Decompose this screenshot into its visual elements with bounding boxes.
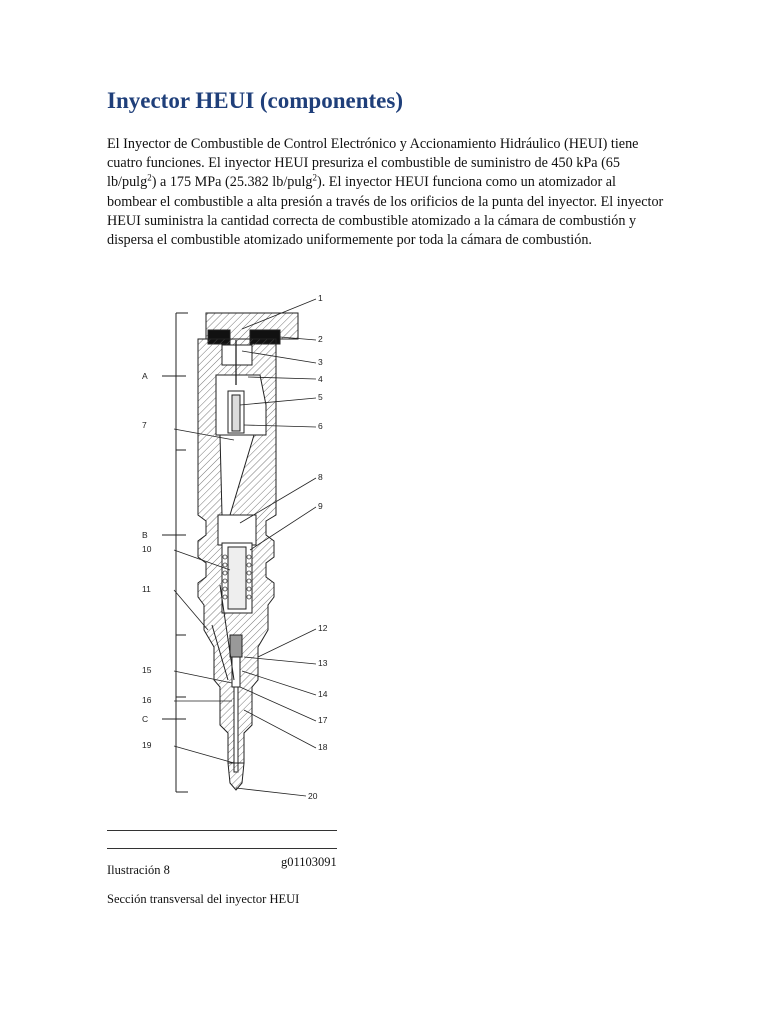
- section-label-b: B: [142, 530, 148, 540]
- callout-10: 10: [142, 544, 152, 554]
- callout-18: 18: [318, 742, 328, 752]
- section-bracket: [162, 313, 188, 792]
- callout-3: 3: [318, 357, 323, 367]
- caption-rule-top: [107, 830, 337, 831]
- callout-15: 15: [142, 665, 152, 675]
- callout-5: 5: [318, 392, 323, 402]
- paragraph-text-3: ). El inyector HEUI funciona como un atomizador al bombear el combustible a alta presión a través de los orificios de la punta del inyector. El inyector HEUI suministra la cantidad correcta de combustible atomizado a la cámara de combustión y dispersa el combustible atomizado uniformemente por toda la cámara de combustión.: [107, 174, 664, 249]
- injector-diagram: [130, 285, 350, 805]
- injector-cross-section-figure: [130, 285, 350, 810]
- figure-id: g01103091: [281, 855, 337, 869]
- callout-4: 4: [318, 374, 323, 384]
- callout-20: 20: [308, 791, 318, 801]
- superscript-2: 2: [312, 172, 317, 183]
- superscript-1: 2: [147, 172, 152, 183]
- callout-1: 1: [318, 293, 323, 303]
- caption-rule-bottom: [107, 848, 337, 849]
- callout-14: 14: [318, 689, 328, 699]
- callout-11: 11: [142, 584, 151, 594]
- illustration-label: Ilustración 8: [107, 863, 170, 877]
- body-paragraph: [107, 135, 667, 250]
- callout-19: 19: [142, 740, 152, 750]
- page-title: Inyector HEUI (componentes): [107, 88, 403, 113]
- section-label-c: C: [142, 714, 149, 724]
- callout-17: 17: [318, 715, 328, 725]
- paragraph-text-2: ) a 175 MPa (25.382 lb/pulg: [151, 174, 313, 191]
- callout-12: 12: [318, 623, 328, 633]
- injector-body: [198, 313, 298, 790]
- callout-9: 9: [318, 501, 323, 511]
- paragraph-text-1: El Inyector de Combustible de Control Electrónico y Accionamiento Hidráulico (HEUI) tiene cuatro funciones. El inyector HEUI presuriza el combustible de suministro de 450 kPa (65 lb/pulg: [107, 136, 639, 191]
- callout-6: 6: [318, 421, 323, 431]
- callout-13: 13: [318, 658, 328, 668]
- callout-16: 16: [142, 695, 152, 705]
- section-label-a: A: [142, 371, 148, 381]
- callout-8: 8: [318, 472, 323, 482]
- callout-2: 2: [318, 334, 323, 344]
- figure-caption: Sección transversal del inyector HEUI: [107, 892, 300, 906]
- callout-7: 7: [142, 420, 147, 430]
